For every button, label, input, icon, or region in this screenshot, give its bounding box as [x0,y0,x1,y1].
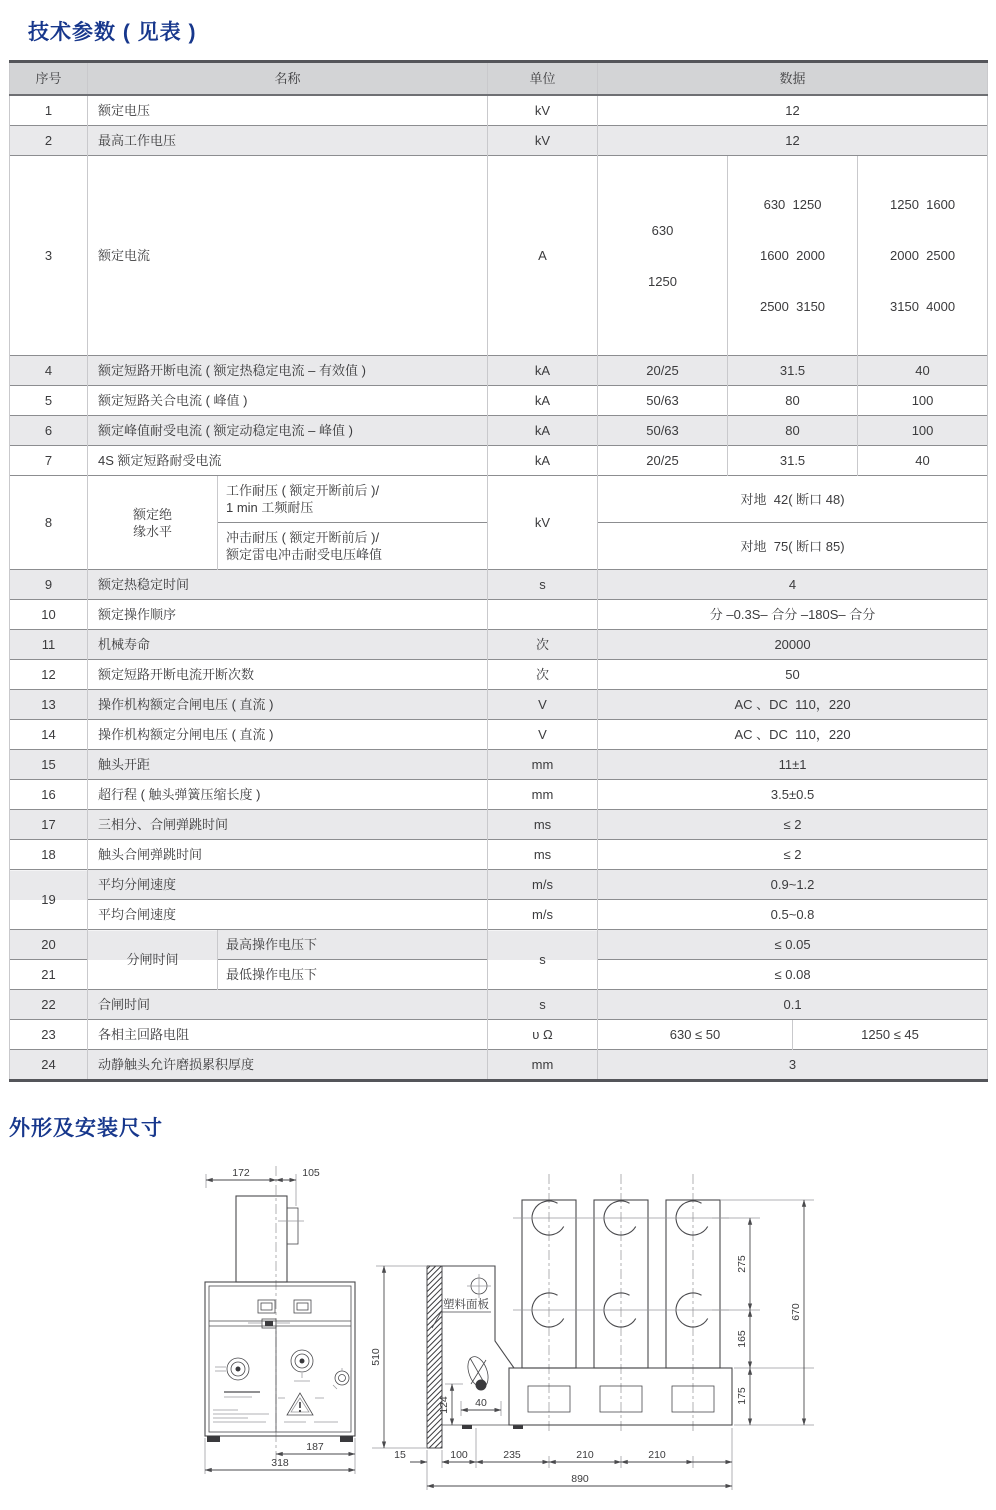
table-row [10,690,988,720]
row-data-cell: 0.5~0.8 [598,900,988,930]
dim-label: 210 [648,1449,666,1461]
row-no-cell: 3 [10,156,88,356]
row-data-cell: 0.1 [598,990,988,1020]
row-no-cell: 14 [10,720,88,750]
header-row [10,62,988,96]
cell-line: 3150 4000 [890,299,956,314]
row-unit-cell: kA [488,386,598,416]
table-row [10,600,988,630]
row-data-cell: 630 ≤ 50 [598,1020,793,1050]
row-no-cell: 18 [10,840,88,870]
table-row [10,570,988,600]
table-row [10,720,988,750]
table-row [10,750,988,780]
frame-outline [442,1266,514,1368]
row-unit-cell: V [488,720,598,750]
table-row [10,476,988,523]
row-name-cell: 合闸时间 [88,990,488,1020]
cell-line: 1 min 工频耐压 [226,500,314,515]
row-no-cell: 23 [10,1020,88,1050]
row-name-cell: 触头合闸弹跳时间 [88,840,488,870]
row-no-cell: 6 [10,416,88,446]
row-name-cell: 动静触头允许磨损累积厚度 [88,1050,488,1081]
table-row [10,990,988,1020]
dimension-drawings [0,1158,996,1510]
dim-label: 235 [503,1449,521,1461]
row-data-cell: 100 [858,386,988,416]
row-data-cell: 100 [858,416,988,446]
row-no-cell: 4 [10,356,88,386]
row-data-cell: 50/63 [598,416,728,446]
row-name-cell: 额定操作顺序 [88,600,488,630]
plastic-panel [427,1266,442,1448]
row-name-cell: 额定峰值耐受电流 ( 额定动稳定电流 – 峰值 ) [88,416,488,446]
row-name-cell: 操作机构额定分闸电压 ( 直流 ) [88,720,488,750]
pole-column [236,1196,287,1282]
row-name-cell: 超行程 ( 触头弹簧压缩长度 ) [88,780,488,810]
foot [462,1425,472,1429]
row-subname-cell: 最低操作电压下 [218,960,488,990]
dim-label: 172 [232,1167,250,1179]
row-data-cell [858,156,988,356]
row-data-cell: 80 [728,386,858,416]
foot [513,1425,523,1429]
row-data-cell: 12 [598,126,988,156]
row-data-cell: 3 [598,1050,988,1081]
table-row [10,840,988,870]
row-unit-cell: V [488,690,598,720]
table-row [10,95,988,126]
front-view [205,1166,355,1474]
row-no-cell: 21 [10,960,88,990]
operating-lever [464,1354,492,1391]
table-row [10,446,988,476]
row-name-cell: 平均合闸速度 [88,900,488,930]
row-unit-cell: s [488,990,598,1020]
row-name-cell: 最高工作电压 [88,126,488,156]
row-name-cell: 额定电压 [88,95,488,126]
table-row [10,356,988,386]
spec-table [9,60,988,1082]
cell-line: 2500 3150 [759,299,826,314]
row-data-cell: 对地 75( 断口 85) [598,523,988,570]
crosshair-hole [467,1274,491,1298]
dim-label: 187 [306,1441,324,1453]
pole-1 [513,1174,585,1431]
dim-label: 175 [736,1387,748,1405]
side-view [370,1174,814,1490]
foot [340,1436,353,1442]
pole-3 [657,1174,729,1431]
table-row [10,156,988,356]
row-unit-cell: mm [488,780,598,810]
row-unit-cell: mm [488,1050,598,1081]
row-data-cell: 1250 ≤ 45 [793,1020,988,1050]
row-data-cell: AC 、DC 110，220 [598,720,988,750]
row-no-cell: 19 [10,870,88,930]
row-group-cell [88,476,218,570]
table-row [10,930,988,960]
cell-line: 额定雷电冲击耐受电压峰值 [226,547,383,562]
table-row [10,660,988,690]
nameplate-text-marks [213,1392,338,1422]
row-data-cell: 31.5 [728,356,858,386]
row-no-cell: 15 [10,750,88,780]
page-title: 技术参数 ( 见表 ) [28,21,197,44]
row-no-cell: 24 [10,1050,88,1081]
row-unit-cell: A [488,156,598,356]
row-unit-cell: 次 [488,630,598,660]
row-unit-cell: m/s [488,900,598,930]
warning-triangle-icon [287,1393,313,1415]
dim-label: 210 [576,1449,594,1461]
row-data-cell: 0.9~1.2 [598,870,988,900]
dim-label: 510 [370,1348,382,1366]
table-row [10,900,988,930]
row-data-cell: 20000 [598,630,988,660]
row-name-cell: 各相主回路电阻 [88,1020,488,1050]
dim-label: 105 [302,1167,320,1179]
row-data-cell: 40 [858,356,988,386]
cell-line: 缘水平 [132,523,172,539]
row-data-cell: AC 、DC 110，220 [598,690,988,720]
row-name-cell: 三相分、合闸弹跳时间 [88,810,488,840]
table-row [10,1050,988,1081]
row-data-cell: 31.5 [728,446,858,476]
header-unit: 单位 [488,62,598,96]
dim-label: 670 [790,1303,802,1321]
cell-line: 额定绝 [132,506,172,522]
row-unit-cell [488,600,598,630]
panel-label: 塑料面板 [443,1299,489,1311]
header-name: 名称 [88,62,488,96]
dim-label: 165 [736,1330,748,1348]
mounting-base [509,1368,732,1425]
row-name-cell: 操作机构额定合闸电压 ( 直流 ) [88,690,488,720]
dim-label: 100 [450,1449,468,1461]
row-no-cell: 16 [10,780,88,810]
cell-line: 1250 [648,273,677,289]
table-row [10,386,988,416]
row-unit-cell: m/s [488,870,598,900]
row-no-cell: 5 [10,386,88,416]
cell-line: 工作耐压 ( 额定开断前后 )/ [226,483,380,498]
row-data-cell: 分 –0.3S– 合分 –180S– 合分 [598,600,988,630]
row-name-cell: 额定电流 [88,156,488,356]
table-row [10,416,988,446]
row-no-cell: 10 [10,600,88,630]
foot [207,1436,220,1442]
row-group-cell: 分闸时间 [88,930,218,990]
row-no-cell: 22 [10,990,88,1020]
row-name-cell: 平均分闸速度 [88,870,488,900]
left-knob [215,1358,249,1380]
row-no-cell: 20 [10,930,88,960]
edge-knob [333,1368,349,1389]
row-unit-cell: kV [488,126,598,156]
front-view-drawing [190,1164,370,1484]
row-no-cell: 7 [10,446,88,476]
row-data-cell [728,156,858,356]
header-no: 序号 [10,62,88,96]
table-row [10,126,988,156]
cell-line: 2000 2500 [890,248,956,263]
row-data-cell: ≤ 0.08 [598,960,988,990]
dim-label: 318 [271,1457,289,1469]
row-name-cell: 额定短路关合电流 ( 峰值 ) [88,386,488,416]
indicator-window [258,1300,275,1313]
row-unit-cell: kA [488,416,598,446]
pole-side-tab [287,1208,298,1244]
cabinet-outline [205,1282,355,1436]
row-name-cell: 额定短路开断电流开断次数 [88,660,488,690]
row-no-cell: 9 [10,570,88,600]
row-data-cell: 11±1 [598,750,988,780]
row-subname-cell [218,476,488,523]
cell-line: 1600 2000 [759,248,826,263]
right-knob [291,1350,313,1381]
table-row [10,1020,988,1050]
row-unit-cell: ms [488,810,598,840]
row-unit-cell: s [488,570,598,600]
row-data-cell: 50/63 [598,386,728,416]
row-no-cell: 11 [10,630,88,660]
row-name-cell: 额定短路开断电流 ( 额定热稳定电流 – 有效值 ) [88,356,488,386]
indicator-window [294,1300,311,1313]
dim-label: 15 [394,1449,406,1461]
row-data-cell: 3.5±0.5 [598,780,988,810]
row-data-cell: ≤ 0.05 [598,930,988,960]
row-unit-cell: kV [488,476,598,570]
row-data-cell: 12 [598,95,988,126]
row-no-cell: 8 [10,476,88,570]
row-subname-cell [218,523,488,570]
row-no-cell: 13 [10,690,88,720]
section-title: 外形及安装尺寸 [9,1117,163,1140]
row-unit-cell: kV [488,95,598,126]
row-data-cell [598,156,728,356]
table-row [10,780,988,810]
row-subname-cell: 最高操作电压下 [218,930,488,960]
row-no-cell: 2 [10,126,88,156]
row-data-cell: 50 [598,660,988,690]
row-data-cell: 20/25 [598,446,728,476]
pole-2 [585,1174,657,1431]
row-unit-cell: υ Ω [488,1020,598,1050]
row-unit-cell: kA [488,446,598,476]
row-data-cell: ≤ 2 [598,810,988,840]
dim-label: 890 [571,1473,589,1485]
row-no-cell: 17 [10,810,88,840]
cell-line: 1250 1600 [890,197,956,212]
table-row [10,630,988,660]
row-name-cell: 机械寿命 [88,630,488,660]
row-data-cell: 40 [858,446,988,476]
row-unit-cell: kA [488,356,598,386]
row-unit-cell: s [488,930,598,990]
header-data: 数据 [598,62,988,96]
row-no-cell: 12 [10,660,88,690]
cell-line: 630 [651,222,674,238]
row-data-cell: 80 [728,416,858,446]
row-unit-cell: ms [488,840,598,870]
row-data-cell: 对地 42( 断口 48) [598,476,988,523]
cell-line: 冲击耐压 ( 额定开断前后 )/ [226,530,380,545]
row-name-cell: 额定热稳定时间 [88,570,488,600]
dim-label: 124 [438,1396,450,1414]
side-view-drawing [362,1158,962,1499]
row-no-cell: 1 [10,95,88,126]
row-name-cell: 触头开距 [88,750,488,780]
dim-label: 275 [736,1255,748,1273]
dim-label: 40 [475,1397,487,1409]
row-data-cell: 20/25 [598,356,728,386]
row-data-cell: 4 [598,570,988,600]
row-unit-cell: 次 [488,660,598,690]
cell-line: 630 1250 [763,197,822,212]
row-data-cell: ≤ 2 [598,840,988,870]
table-row [10,870,988,900]
row-unit-cell: mm [488,750,598,780]
table-row [10,810,988,840]
row-name-cell: 4S 额定短路耐受电流 [88,446,488,476]
